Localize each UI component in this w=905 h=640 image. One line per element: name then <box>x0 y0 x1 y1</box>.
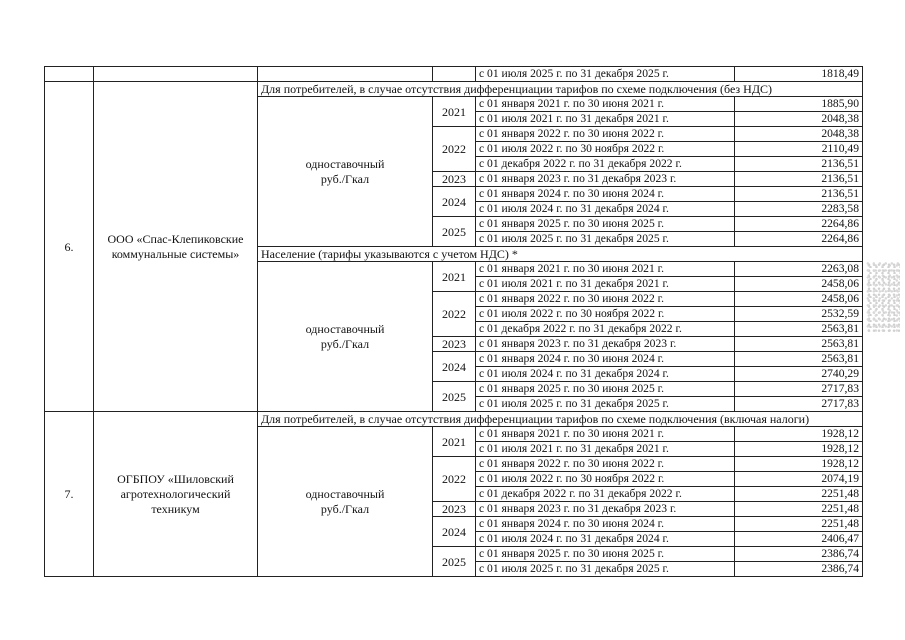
price-cell: 2263,08 <box>735 262 863 277</box>
price-cell: 2136,51 <box>735 187 863 202</box>
price-cell: 2110,49 <box>735 142 863 157</box>
price-cell: 2563,81 <box>735 337 863 352</box>
period-cell: с 01 января 2024 г. по 30 июня 2024 г. <box>476 187 735 202</box>
period-cell: с 01 января 2021 г. по 30 июня 2021 г. <box>476 262 735 277</box>
price-cell: 2251,48 <box>735 502 863 517</box>
price-cell: 2458,06 <box>735 292 863 307</box>
price-cell: 2386,74 <box>735 562 863 577</box>
tariff-table <box>44 66 863 577</box>
price-cell: 1928,12 <box>735 442 863 457</box>
year-cell: 2024 <box>433 187 476 217</box>
period-cell: с 01 июля 2021 г. по 31 декабря 2021 г. <box>476 112 735 127</box>
price-cell: 2717,83 <box>735 397 863 412</box>
price-cell: 2563,81 <box>735 352 863 367</box>
period-cell: с 01 декабря 2022 г. по 31 декабря 2022 г. <box>476 157 735 172</box>
price-cell: 2264,86 <box>735 232 863 247</box>
tariff-type-cell <box>258 67 433 82</box>
price-cell: 2251,48 <box>735 517 863 532</box>
period-cell: с 01 июля 2024 г. по 31 декабря 2024 г. <box>476 532 735 547</box>
price-cell: 2074,19 <box>735 472 863 487</box>
section-header: Для потребителей, в случае отсутствия дифференциации тарифов по схеме подключения (без НДС) <box>258 82 863 97</box>
period-cell: с 01 января 2025 г. по 30 июня 2025 г. <box>476 547 735 562</box>
period-cell: с 01 января 2024 г. по 30 июня 2024 г. <box>476 517 735 532</box>
price-cell: 1818,49 <box>735 67 863 82</box>
period-cell: с 01 июля 2022 г. по 30 ноября 2022 г. <box>476 142 735 157</box>
price-cell: 1928,12 <box>735 457 863 472</box>
year-cell: 2023 <box>433 502 476 517</box>
organization-cell <box>94 67 258 82</box>
price-cell: 2532,59 <box>735 307 863 322</box>
section-header-row <box>45 82 863 97</box>
year-cell: 2022 <box>433 457 476 502</box>
price-cell: 2264,86 <box>735 217 863 232</box>
tariff-table-body <box>45 67 863 577</box>
row-number: 6. <box>45 82 94 412</box>
period-cell: с 01 июля 2025 г. по 31 декабря 2025 г. <box>476 397 735 412</box>
year-cell: 2025 <box>433 547 476 577</box>
period-cell: с 01 января 2022 г. по 30 июня 2022 г. <box>476 292 735 307</box>
year-cell: 2021 <box>433 427 476 457</box>
period-cell: с 01 июля 2021 г. по 31 декабря 2021 г. <box>476 277 735 292</box>
price-cell: 2563,81 <box>735 322 863 337</box>
price-cell: 2740,29 <box>735 367 863 382</box>
tariff-type <box>258 427 433 577</box>
year-cell: 2021 <box>433 262 476 292</box>
price-cell: 2717,83 <box>735 382 863 397</box>
year-cell: 2022 <box>433 127 476 172</box>
organization-name: ООО «Спас-Клепиковские коммунальные системы» <box>94 82 258 412</box>
section-header: Население (тарифы указываются с учетом НДС) * <box>258 247 863 262</box>
tariff-type-name: одноставочный <box>305 486 385 501</box>
period-cell: с 01 января 2023 г. по 31 декабря 2023 г. <box>476 337 735 352</box>
price-cell: 2283,58 <box>735 202 863 217</box>
tariff-type <box>258 262 433 412</box>
period-cell: с 01 декабря 2022 г. по 31 декабря 2022 г. <box>476 322 735 337</box>
year-cell: 2024 <box>433 352 476 382</box>
tariff-type-name: одноставочный <box>305 156 385 171</box>
period-cell: с 01 января 2025 г. по 30 июня 2025 г. <box>476 217 735 232</box>
period-cell: с 01 января 2021 г. по 30 июня 2021 г. <box>476 97 735 112</box>
period-cell: с 01 января 2023 г. по 31 декабря 2023 г. <box>476 172 735 187</box>
period-cell: с 01 июля 2024 г. по 31 декабря 2024 г. <box>476 202 735 217</box>
year-cell: 2022 <box>433 292 476 337</box>
year-cell: 2023 <box>433 172 476 187</box>
tariff-unit: руб./Гкал <box>320 336 370 351</box>
price-cell: 2458,06 <box>735 277 863 292</box>
period-cell: с 01 июля 2025 г. по 31 декабря 2025 г. <box>476 232 735 247</box>
period-cell: с 01 июля 2022 г. по 30 ноября 2022 г. <box>476 472 735 487</box>
section-header-row <box>45 412 863 427</box>
period-cell: с 01 июля 2021 г. по 31 декабря 2021 г. <box>476 442 735 457</box>
period-cell: с 01 января 2024 г. по 30 июня 2024 г. <box>476 352 735 367</box>
year-cell: 2025 <box>433 382 476 412</box>
period-cell: с 01 декабря 2022 г. по 31 декабря 2022 г. <box>476 487 735 502</box>
price-cell: 2251,48 <box>735 487 863 502</box>
period-cell: с 01 января 2023 г. по 31 декабря 2023 г. <box>476 502 735 517</box>
organization-name: ОГБПОУ «Шиловский агротехнологический техникум <box>94 412 258 577</box>
price-cell: 2136,51 <box>735 172 863 187</box>
price-cell: 1885,90 <box>735 97 863 112</box>
price-cell: 2048,38 <box>735 112 863 127</box>
period-cell: с 01 января 2021 г. по 30 июня 2021 г. <box>476 427 735 442</box>
continuation-row <box>45 67 863 82</box>
scan-artifact <box>866 262 900 332</box>
period-cell: с 01 января 2022 г. по 30 июня 2022 г. <box>476 457 735 472</box>
year-cell: 2025 <box>433 217 476 247</box>
row-number: 7. <box>45 412 94 577</box>
price-cell: 2048,38 <box>735 127 863 142</box>
period-cell: с 01 июля 2024 г. по 31 декабря 2024 г. <box>476 367 735 382</box>
tariff-unit: руб./Гкал <box>320 171 370 186</box>
number-cell <box>45 67 94 82</box>
tariff-unit: руб./Гкал <box>320 501 370 516</box>
price-cell: 2136,51 <box>735 157 863 172</box>
year-cell: 2023 <box>433 337 476 352</box>
year-cell <box>433 67 476 82</box>
tariff-type <box>258 97 433 247</box>
tariff-type-name: одноставочный <box>305 321 385 336</box>
period-cell: с 01 июля 2025 г. по 31 декабря 2025 г. <box>476 562 735 577</box>
section-header: Для потребителей, в случае отсутствия дифференциации тарифов по схеме подключения (включая налоги) <box>258 412 863 427</box>
price-cell: 2406,47 <box>735 532 863 547</box>
year-cell: 2024 <box>433 517 476 547</box>
period-cell: с 01 января 2022 г. по 30 июня 2022 г. <box>476 127 735 142</box>
price-cell: 2386,74 <box>735 547 863 562</box>
price-cell: 1928,12 <box>735 427 863 442</box>
period-cell: с 01 июля 2022 г. по 30 ноября 2022 г. <box>476 307 735 322</box>
year-cell: 2021 <box>433 97 476 127</box>
period-cell: с 01 июля 2025 г. по 31 декабря 2025 г. <box>476 67 735 82</box>
period-cell: с 01 января 2025 г. по 30 июня 2025 г. <box>476 382 735 397</box>
